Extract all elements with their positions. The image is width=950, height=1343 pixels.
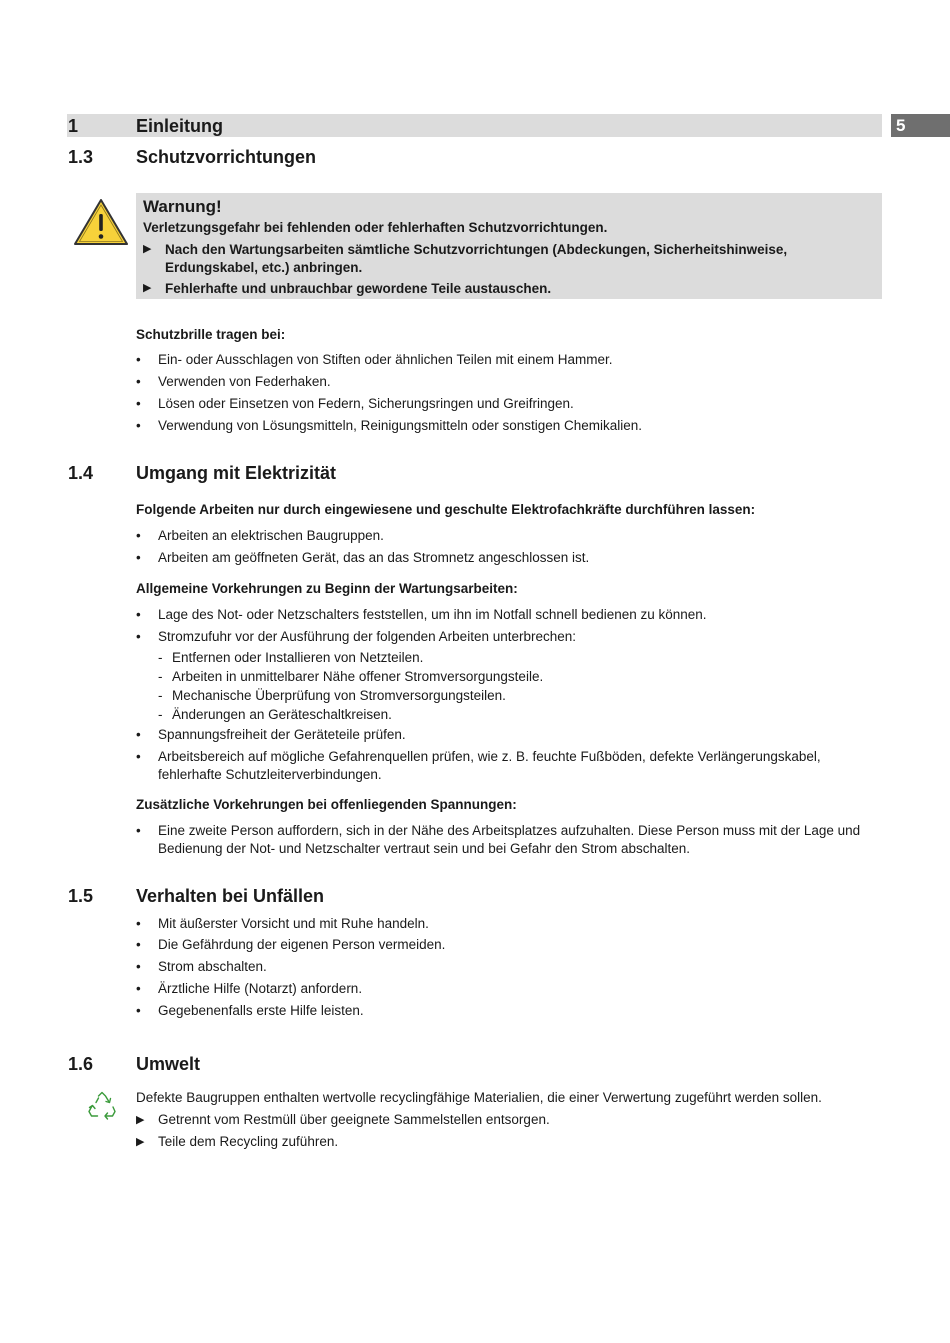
section-number: 1.6 xyxy=(68,1054,94,1074)
list-item: Getrennt vom Restmüll über geeignete Sammelstellen entsorgen. xyxy=(158,1112,550,1127)
bullet: • xyxy=(136,916,141,931)
chapter-title: Einleitung xyxy=(136,116,223,136)
dash: - xyxy=(158,707,163,722)
subheading: Allgemeine Vorkehrungen zu Beginn der Wartungsarbeiten: xyxy=(136,581,518,596)
bullet: • xyxy=(136,937,141,952)
sub-list-item: Entfernen oder Installieren von Netzteilen. xyxy=(172,650,424,665)
bullet: • xyxy=(136,959,141,974)
dash: - xyxy=(158,650,163,665)
list-item: Arbeitsbereich auf mögliche Gefahrenquellen prüfen, wie z. B. feuchte Fußböden, defekte Verlängerungskabel, fehlerhafte Schutzleiterverbindungen. xyxy=(158,749,821,782)
list-item: Mit äußerster Vorsicht und mit Ruhe handeln. xyxy=(158,916,429,931)
section-title: Schutzvorrichtungen xyxy=(136,147,317,167)
section-number: 1.5 xyxy=(68,886,94,906)
warning-step: Fehlerhafte und unbrauchbar gewordene Teile austauschen. xyxy=(165,281,552,296)
warning-triangle-icon xyxy=(73,198,129,246)
list-item: Spannungsfreiheit der Geräteteile prüfen. xyxy=(158,727,406,742)
section-title: Verhalten bei Unfällen xyxy=(136,886,325,906)
list-item: Arbeiten an elektrischen Baugruppen. xyxy=(158,528,384,543)
chapter-number: 1 xyxy=(68,116,79,136)
bullet: • xyxy=(136,528,141,543)
bullet: • xyxy=(136,629,141,644)
sub-list-item: Mechanische Überprüfung von Stromversorgungsteilen. xyxy=(172,688,506,703)
list-item: Strom abschalten. xyxy=(158,959,267,974)
bullet: • xyxy=(136,396,141,411)
bullet: • xyxy=(136,727,141,742)
page-number: 5 xyxy=(896,116,906,135)
arrow-icon: ▶ xyxy=(143,243,152,255)
list-item: Teile dem Recycling zuführen. xyxy=(158,1134,339,1149)
sub-list-item: Arbeiten in unmittelbarer Nähe offener Stromversorgungsteile. xyxy=(172,669,544,684)
subheading: Schutzbrille tragen bei: xyxy=(136,327,286,342)
recycle-icon xyxy=(86,1090,118,1122)
list-item: Lösen oder Einsetzen von Federn, Sicherungsringen und Greifringen. xyxy=(158,396,574,411)
warning-title: Warnung! xyxy=(143,197,222,216)
bullet: • xyxy=(136,1003,141,1018)
section-title: Umgang mit Elektrizität xyxy=(136,463,337,483)
list-item: Stromzufuhr vor der Ausführung der folgenden Arbeiten unterbrechen: xyxy=(158,629,577,644)
list-item: Lage des Not- oder Netzschalters feststellen, um ihn im Notfall schnell bedienen zu können. xyxy=(158,607,707,622)
list-item: Verwendung von Lösungsmitteln, Reinigungsmitteln oder sonstigen Chemikalien. xyxy=(158,418,643,433)
arrow-icon: ▶ xyxy=(143,282,152,294)
bullet: • xyxy=(136,550,141,565)
list-item: Die Gefährdung der eigenen Person vermeiden. xyxy=(158,937,446,952)
dash: - xyxy=(158,688,163,703)
subheading: Zusätzliche Vorkehrungen bei offenliegenden Spannungen: xyxy=(136,797,517,812)
list-item: Arbeiten am geöffneten Gerät, das an das Stromnetz angeschlossen ist. xyxy=(158,550,590,565)
page-number-tab xyxy=(891,114,950,137)
arrow-icon: ▶ xyxy=(136,1114,145,1126)
bullet: • xyxy=(136,607,141,622)
bullet: • xyxy=(136,418,141,433)
paragraph: Defekte Baugruppen enthalten wertvolle recyclingfähige Materialien, die einer Verwertung zugeführt werden sollen. xyxy=(136,1090,822,1105)
list-item: Eine zweite Person auffordern, sich in der Nähe des Arbeitsplatzes aufzuhalten. Diese Person muss mit der Lage und Bedienung der Not- und Netzschalter vertraut sein und bei Gefahr den Strom abschalten. xyxy=(158,823,861,856)
dash: - xyxy=(158,669,163,684)
bullet: • xyxy=(136,352,141,367)
warning-step: Nach den Wartungsarbeiten sämtliche Schutzvorrichtungen (Abdeckungen, Sicherheitshinweise, Erdungskabel, etc.) anbringen. xyxy=(165,242,788,275)
bullet: • xyxy=(136,749,141,764)
section-number: 1.3 xyxy=(68,147,94,167)
bullet: • xyxy=(136,823,141,838)
list-item: Ärztliche Hilfe (Notarzt) anfordern. xyxy=(158,981,363,996)
bullet: • xyxy=(136,374,141,389)
bullet: • xyxy=(136,981,141,996)
list-item: Gegebenenfalls erste Hilfe leisten. xyxy=(158,1003,364,1018)
subheading: Folgende Arbeiten nur durch eingewiesene und geschulte Elektrofachkräfte durchführen lassen: xyxy=(136,502,756,517)
warning-text: Verletzungsgefahr bei fehlenden oder fehlerhaften Schutzvorrichtungen. xyxy=(143,220,608,235)
section-number: 1.4 xyxy=(68,463,94,483)
sub-list-item: Änderungen an Geräteschaltkreisen. xyxy=(172,707,392,722)
section-title: Umwelt xyxy=(136,1054,201,1074)
list-item: Verwenden von Federhaken. xyxy=(158,374,331,389)
arrow-icon: ▶ xyxy=(136,1136,145,1148)
list-item: Ein- oder Ausschlagen von Stiften oder ähnlichen Teilen mit einem Hammer. xyxy=(158,352,613,367)
